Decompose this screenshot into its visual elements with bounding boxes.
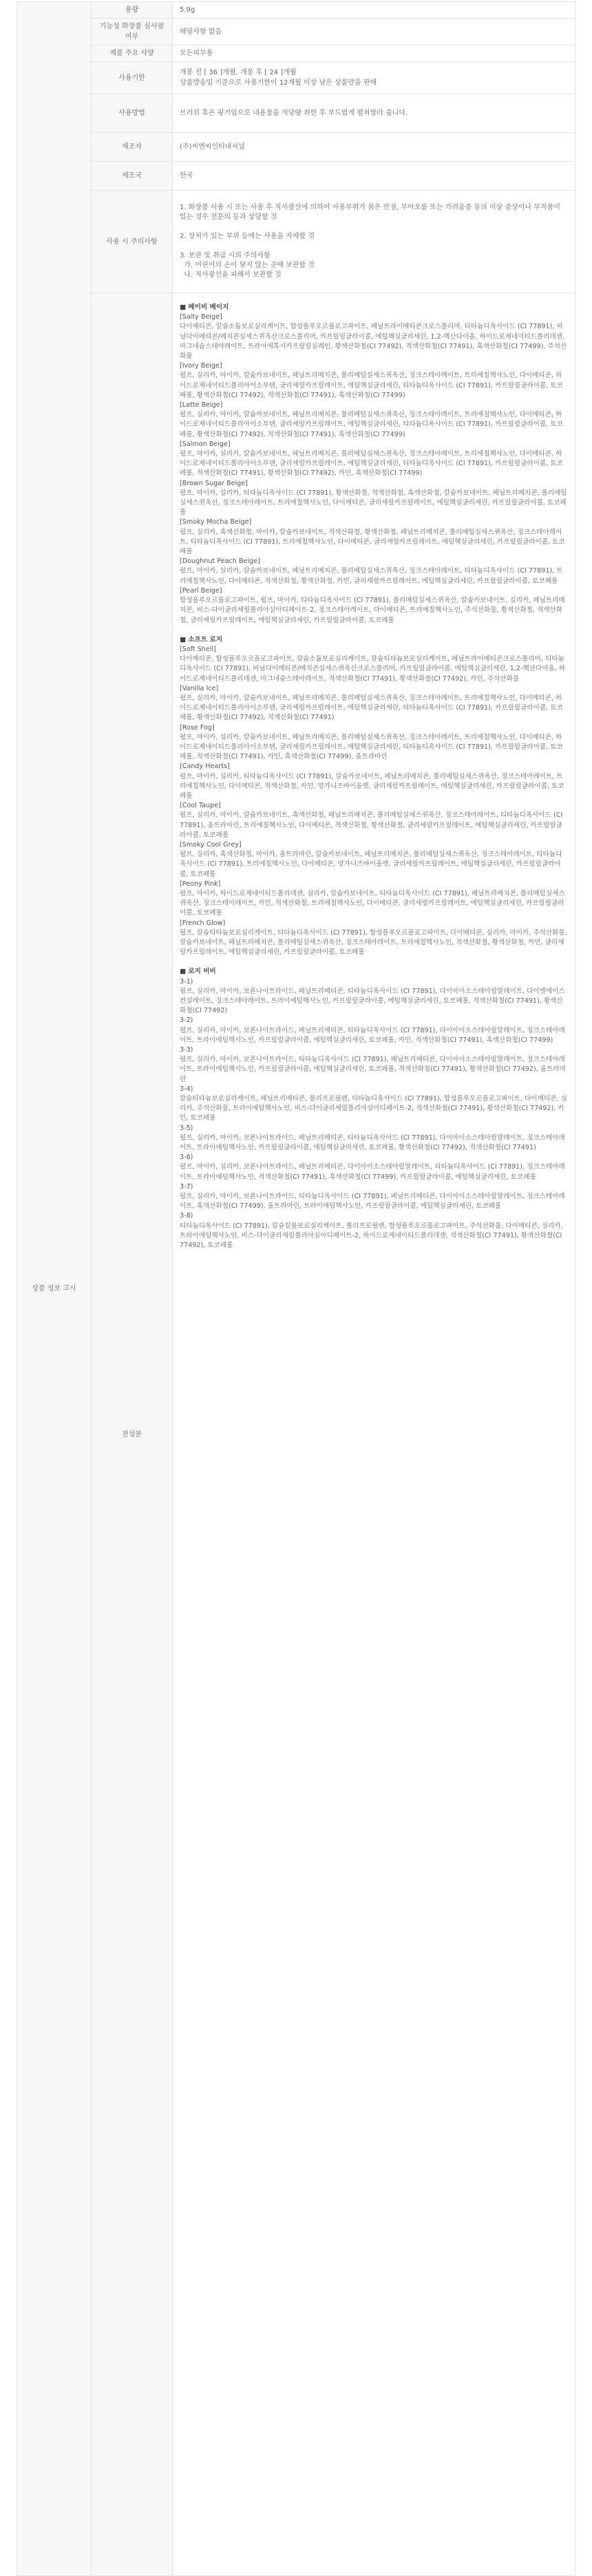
- row-value: 브러쉬 혹은 핑거팁으로 내용물을 적당량 취한 후 부드럽게 펼쳐발라 줍니다.: [173, 94, 575, 133]
- row-value: 모든피부용: [173, 45, 575, 62]
- ingredients-list: [180, 303, 568, 2567]
- row-label: 사용방법: [92, 94, 173, 133]
- info-row: [17, 133, 575, 162]
- ingredient-group-title: ■ 소프트 로지: [180, 635, 223, 643]
- ingredient-text: 펄프, 실리카, 마이카, 보론나이트라이드, 페닐트리메티콘, 티타늄디옥사이드 (CI 77891), 다이아이소스테아릴말레이트, 징크스테아레이트, 트라이에틸헥사노인, 카프릴릴글라이콜, 에틸헥실글리세린, 토코페롤, 황색산화철(CI 77492), 적색산화철(CI 77491): [180, 1133, 565, 1152]
- ingredient-text: 칼슘티타늄보로실리케이트, 페닐트리메티콘, 폴리프로필렌, 티타늄디옥사이드 (CI 77891), 합성플루오르플로고파이트, 다이메티콘, 실리카, 주석산화물, 트라이에틸헥사노인, 비스-다이글리세릴폴리아실아디페이트-2, 적색산화철(CI 77491), 황색산화철(CI 77492), 카민, 토코페롤: [180, 1095, 567, 1122]
- shade-name: 3-5): [180, 1124, 193, 1132]
- shade-name: [Ivory Beige]: [180, 362, 222, 370]
- ingredients-value: [173, 293, 575, 2576]
- row-value: 한국: [173, 162, 575, 191]
- row-value: (주)씨엔씨인터내셔널: [173, 133, 575, 162]
- shade-name: [Vanilla Ice]: [180, 684, 219, 692]
- shade-name: [French Glow]: [180, 919, 226, 927]
- row-label: 제조국: [92, 162, 173, 191]
- info-row: [17, 19, 575, 45]
- info-row: [17, 94, 575, 133]
- info-row: [17, 2, 575, 19]
- shade-name: [Brown Sugar Beige]: [180, 479, 248, 487]
- shade-name: [Salmon Beige]: [180, 440, 231, 448]
- ingredient-text: 펄프, 실리카, 마이카, 보론나이트라이드, 티타늄디옥사이드 (CI 77891), 페닐트리메티콘, 다이아이소스테아릴말레이트, 징크스테아레이트, 트라이에틸헥사노인, 카프릴릴글라이콜, 에틸헥실글리세린, 토코페롤, 적색산화철(CI 77491), 황색산화철(CI 77492), 울트라마린: [180, 1056, 566, 1083]
- shade-name: 3-2): [180, 1016, 193, 1025]
- row-label: 제품 주요 사양: [92, 45, 173, 62]
- ingredient-text: 펄프, 마이카, 실리카, 티타늄디옥사이드 (CI 77891), 황색산화철, 적색산화철, 흑색산화철, 칼슘카보네이트, 페닐트리메치콘, 폴리메틸실세스퀴옥산, 징크스테아레이트, 트리에칠헥사노인, 다이메티콘, 글리세릴카프릴레이트, 에틸헥실글리세린, 카프릴릴글라이콜, 토코페롤: [180, 489, 567, 517]
- ingredient-text: 펄프, 마이카, 실리카, 칼슘카보네이트, 페닐트리메치콘, 폴리메틸실세스퀴옥산, 징크스테아레이트, 티타늄디옥사이드 (CI 77891), 트리에칠헥사노인, 다이메티콘, 적색산화철, 황색산화철, 카민, 글리세릴카프릴레이트, 에틸헥실글리세린, 카프릴릴글라이콜, 토코페롤: [180, 567, 563, 585]
- section-label: 상품 정보 고시: [17, 2, 92, 2576]
- row-value: 개봉 전 [ 36 ]개월, 개봉 후 [ 24 ]개월 상품발송일 기준으로 사용기한이 12개월 이상 남은 상품만을 판매: [173, 62, 575, 94]
- shade-name: 3-1): [180, 977, 193, 986]
- info-row: [17, 191, 575, 293]
- ingredient-text: 펄프, 실리카, 마이카, 보론나이트라이드, 페닐트리메티콘, 티타늄디옥사이드 (CI 77891), 다이아이소스테아릴말레이트, 징크스테아레이트, 트라이에틸헥사노인, 카프릴릴글라이콜, 에틸헥실글리세린, 토코페롤, 카민, 적색산화철(CI 77491), 흑색산화철(CI 77499): [180, 1026, 565, 1044]
- shade-name: [Smoky Mocha Beige]: [180, 518, 252, 526]
- ingredient-group-title: ■ 로지 비비: [180, 968, 216, 976]
- shade-name: [Latte Beige]: [180, 401, 223, 409]
- ingredient-text: 펄프, 실리카, 마이카, 칼슘카보네이트, 흑색산화철, 페닐트리메치콘, 폴리메틸실세스퀴옥산, 징크스테아레이트, 티타늄디옥사이드 (CI 77891), 울트라마린, 트리에칠헥사노인, 다이메티콘, 적색산화철, 황색산화철, 글리세릴카프릴레이트, 에틸헥실글리세린, 카프릴릴글라이콜, 토코페롤: [180, 811, 565, 839]
- ingredient-text: 펄프, 칼슘티타늄보로실리케이트, 티타늄디옥사이드 (CI 77891), 합성플루오르플로고파이트, 다이메티콘, 실리카, 마이카, 주석산화물, 칼슘카보네이트, 페닐트리메치콘, 폴리메틸실세스퀴옥산, 징크스테아레이트, 트리에칠헥사노인, 적색산화철, 황색산화철, 카민, 글리세릴카프릴레이트, 에틸헥실글리세린, 카프릴릴글라이콜, 토코페롤: [180, 928, 569, 957]
- row-label: 기능성 화장품 심사필 여부: [92, 19, 173, 45]
- row-label: 제조자: [92, 133, 173, 162]
- info-row: [17, 293, 575, 2576]
- ingredient-text: 펄프, 실리카, 마이카, 보론나이트라이드, 티타늄디옥사이드 (CI 77891), 페닐트리메티콘, 다이아이소스테아릴말레이트, 징크스테아레이트, 흑색산화철(CI 77499), 울트라마린, 트라이에틸헥사노인, 카프릴릴글라이콜, 에틸헥실글리세린, 토코페롤: [180, 1193, 565, 1211]
- shade-name: [Candy Hearts]: [180, 763, 230, 771]
- shade-name: [Soft Shell]: [180, 645, 216, 653]
- row-value: 5.9g: [173, 2, 575, 19]
- ingredient-text: 펄프, 실리카, 흑색산화철, 마이카, 칼슘카보네이트, 적색산화철, 황색산화철, 페닐트리메치콘, 폴리메틸실세스퀴옥산, 징크스테아레이트, 티타늄디옥사이드 (CI 77891), 트리에칠헥사노인, 다이메티콘, 글리세릴카프릴레이트, 에틸헥실글리세린, 카프릴릴글라이콜, 토코페롤: [180, 528, 565, 556]
- info-row: [17, 45, 575, 62]
- ingredient-group-title: ■ 베이비 베이지: [180, 304, 229, 311]
- ingredient-text: 펄프, 실리카, 마이카, 칼슘카보네이트, 페닐트리메치콘, 폴리메틸실세스퀴옥산, 징크스테아레이트, 트리에칠헥사노인, 다이메티콘, 하이드로제네이티드폴리아이소부텐, 글리세릴카프릴레이트, 에틸헥실글리세린, 티타늄디옥사이드 (CI 77891), 카프릴릴글라이콜, 토코페롤, 황색산화철(CI 77492), 적색산화철(CI 77491), 흑색산화철(CI 77499): [180, 411, 563, 438]
- ingredient-text: 다이메티콘, 합성플루오르플로고파이트, 칼슘소듐보로실리케이트, 칼슘티타늄보로실리케이트, 페닐트라이메티콘크로스폴리머, 티타늄디옥사이드 (CI 77891), 비닐다이메티콘/메치콘실세스퀴옥산크로스폴리머, 카프릴릴글라이콜, 에틸헥실글리세린, 1,2-헥산다이올, 하이드로제네이티드폴리데센, 마그네슘스테아레이트, 적색산화철(CI 77491), 황색산화철(CI 77492), 카민, 주석산화물: [180, 655, 566, 683]
- ingredient-text: 펄프, 마이카, 실리카, 보론나이트라이드, 페닐트리메티콘, 다이아이소스테아릴말레이트, 티타늄디옥사이드 (CI 77891), 징크스테아레이트, 트라이에틸헥사노인, 적색산화철(CI 77491), 흑색산화철(CI 77499), 카프릴릴글라이콜, 에틸헥실글리세린, 토코페롤: [180, 1163, 565, 1181]
- row-label: 사용기한: [92, 62, 173, 94]
- row-label: 용량: [92, 2, 173, 19]
- shade-name: 3-8): [180, 1212, 193, 1220]
- row-value: 해당사항 없음: [173, 19, 575, 45]
- ingredient-text: 티타늄디옥사이드 (CI 77891), 칼슘칼륨보로실리케이트, 폴리프로필렌, 합성플루오르플로고파이트, 주석산화물, 다이메티콘, 실리카, 트라이에틸헥사노인, 비스-다이글리세릴폴리아실아디페이트-2, 하이드로제네이티드폴리데센, 적색산화철(CI 77491), 황색산화철(CI 77492), 토코페롤: [180, 1222, 565, 1250]
- row-label: 사용 시 주의사항: [92, 191, 173, 293]
- shade-name: [Peony Pink]: [180, 880, 221, 888]
- row-label: 전성분: [92, 293, 173, 2576]
- info-row: [17, 162, 575, 191]
- ingredient-text: 펄프, 실리카, 마이카, 칼슘카보네이트, 페닐트리메치콘, 폴리메틸실세스퀴옥산, 징크스테아레이트, 트리에칠헥사노인, 다이메티콘, 하이드로제네이티드폴리아이소부텐, 글리세릴카프릴레이트, 에틸헥실글리세린, 티타늄디옥사이드 (CI 77891), 카프릴릴글라이콜, 토코페롤, 황색산화철(CI 77492), 적색산화철(CI 77491): [180, 694, 563, 722]
- ingredient-text: 펄프, 마이카, 실리카, 티타늄디옥사이드 (CI 77891), 칼슘카보네이트, 페닐트리메치콘, 폴리메틸실세스퀴옥산, 징크스테아레이트, 트리에칠헥사노인, 다이메티콘, 적색산화철, 카민, 망가니즈바이올렛, 글리세릴카프릴레이트, 에틸헥실글리세린, 카프릴릴글라이콜, 토코페롤: [180, 772, 564, 800]
- ingredient-text: 펄프, 실리카, 흑색산화철, 마이카, 울트라마린, 칼슘카보네이트, 페닐트리메치콘, 폴리메틸실세스퀴옥산, 징크스테아레이트, 티타늄디옥사이드 (CI 77891), 트리에칠헥사노인, 다이메티콘, 망가니즈바이올렛, 글리세릴카프릴레이트, 에틸헥실글리세린, 카프릴릴글라이콜, 토코페롤: [180, 851, 562, 878]
- shade-name: [Cool Taupe]: [180, 802, 221, 810]
- ingredient-text: 다이메티콘, 칼슘소듐보로실리케이트, 합성플루오르플로고파이트, 페닐트라이메티콘크로스폴리머, 티타늄디옥사이드 (CI 77891), 비닐다이메티콘/메치콘실세스퀴옥산크로스폴리머, 카프릴릴글라이콜, 에틸헥실글리세린, 1,2-헥산다이올, 하이드로제네이티드폴리데센, 마그네슘스테아레이트, 트라이에톡시카프릴릴실레인, 황색산화철(CI 77492), 적색산화철(CI 77491), 흑색산화철(CI 77499), 주석산화물: [180, 323, 567, 361]
- shade-name: 3-7): [180, 1182, 193, 1191]
- shade-name: [Rose Fog]: [180, 723, 215, 732]
- shade-name: [Pearl Beige]: [180, 586, 222, 595]
- info-row: [17, 62, 575, 94]
- shade-name: 3-3): [180, 1046, 193, 1054]
- row-value: 1. 화장품 사용 시 또는 사용 후 직사광선에 의하여 사용부위가 붉은 반점, 부어오름 또는 가려움증 등의 이상 증상이나 부작용이 있는 경우 전문의 등과 상담할 것 2. 상처가 있는 부위 등에는 사용을 자제할 것 3. 보관 및 취급 시의 주의사항 가. 어린이의 손이 닿지 않는 곳에 보관할 것 나. 직사광선을 피해서 보관할 것: [173, 191, 575, 293]
- shade-name: 3-4): [180, 1085, 193, 1093]
- ingredient-text: 펄프, 실리카, 마이카, 칼슘카보네이트, 페닐트리메치콘, 폴리메틸실세스퀴옥산, 징크스테아레이트, 트리에칠헥사노인, 다이메티콘, 하이드로제네이티드폴리아이소부텐, 글리세릴카프릴레이트, 에틸헥실글리세린, 티타늄디옥사이드 (CI 77891), 카프릴릴글라이콜, 토코페롤, 황색산화철(CI 77492), 적색산화철(CI 77491), 흑색산화철(CI 77499): [180, 372, 563, 399]
- ingredient-text: 펄프, 실리카, 마이카, 보론나이트라이드, 페닐트리메티콘, 티타늄디옥사이드 (CI 77891), 다이아이소스테아릴말레이트, 다이엔에이스컨실레이트, 징크스테아레이트, 트라이에틸헥사노인, 카프릴릴글라이콜, 에틸헥실글리세린, 토코페롤, 적색산화철(CI 77491), 황색산화철(CI 77492): [180, 987, 565, 1015]
- shade-name: [Salty Beige]: [180, 313, 222, 321]
- shade-name: [Doughnut Peach Beige]: [180, 557, 260, 566]
- ingredient-text: 합성플루오르플로고파이트, 펄프, 마이카, 티타늄디옥사이드 (CI 77891), 폴리메틸실세스퀴옥산, 칼슘카보네이트, 실리카, 페닐트리메치콘, 비스-다이글리세릴폴리아실아디페이트-2, 징크스테아레이트, 다이메티콘, 트리에칠헥사노인, 주석산화물, 황색산화철, 적색산화철, 글리세릴카프릴레이트, 에틸헥실글리세린, 카프릴릴글라이콜, 토코페롤: [180, 597, 565, 624]
- shade-name: 3-6): [180, 1153, 193, 1162]
- shade-name: [Smoky Cool Grey]: [180, 840, 242, 849]
- ingredient-text: 펄프, 마이카, 실리카, 칼슘카보네이트, 페닐트리메치콘, 폴리메틸실세스퀴옥산, 징크스테아레이트, 트리에칠헥사노인, 다이메티콘, 하이드로제네이티드폴리아이소부텐, 글리세릴카프릴레이트, 에틸헥실글리세린, 티타늄디옥사이드 (CI 77891), 카프릴릴글라이콜, 토코페롤, 적색산화철(CI 77491), 황색산화철(CI 77492), 카민, 흑색산화철(CI 77499): [180, 450, 563, 478]
- product-info-table: [17, 1, 575, 2576]
- ingredient-text: 펄프, 마이카, 실리카, 칼슘카보네이트, 페닐트리메치콘, 폴리메틸실세스퀴옥산, 징크스테아레이트, 트리에칠헥사노인, 다이메티콘, 하이드로제네이티드폴리아이소부텐, 글리세릴카프릴레이트, 에틸헥실글리세린, 티타늄디옥사이드 (CI 77891), 카프릴릴글라이콜, 토코페롤, 적색산화철(CI 77491), 카민, 흑색산화철(CI 77499), 울트라마린: [180, 733, 563, 761]
- ingredient-text: 펄프, 마이카, 하이드로제네이티드폴리데센, 실리카, 칼슘카보네이트, 티타늄디옥사이드 (CI 77891), 페닐트리메치콘, 폴리메틸실세스퀴옥산, 징크스테아레이트, 카민, 적색산화철, 트리에칠헥사노인, 다이메티콘, 글리세릴카프릴레이트, 에틸헥실글리세린, 카프릴릴글라이콜, 토코페롤: [180, 889, 565, 917]
